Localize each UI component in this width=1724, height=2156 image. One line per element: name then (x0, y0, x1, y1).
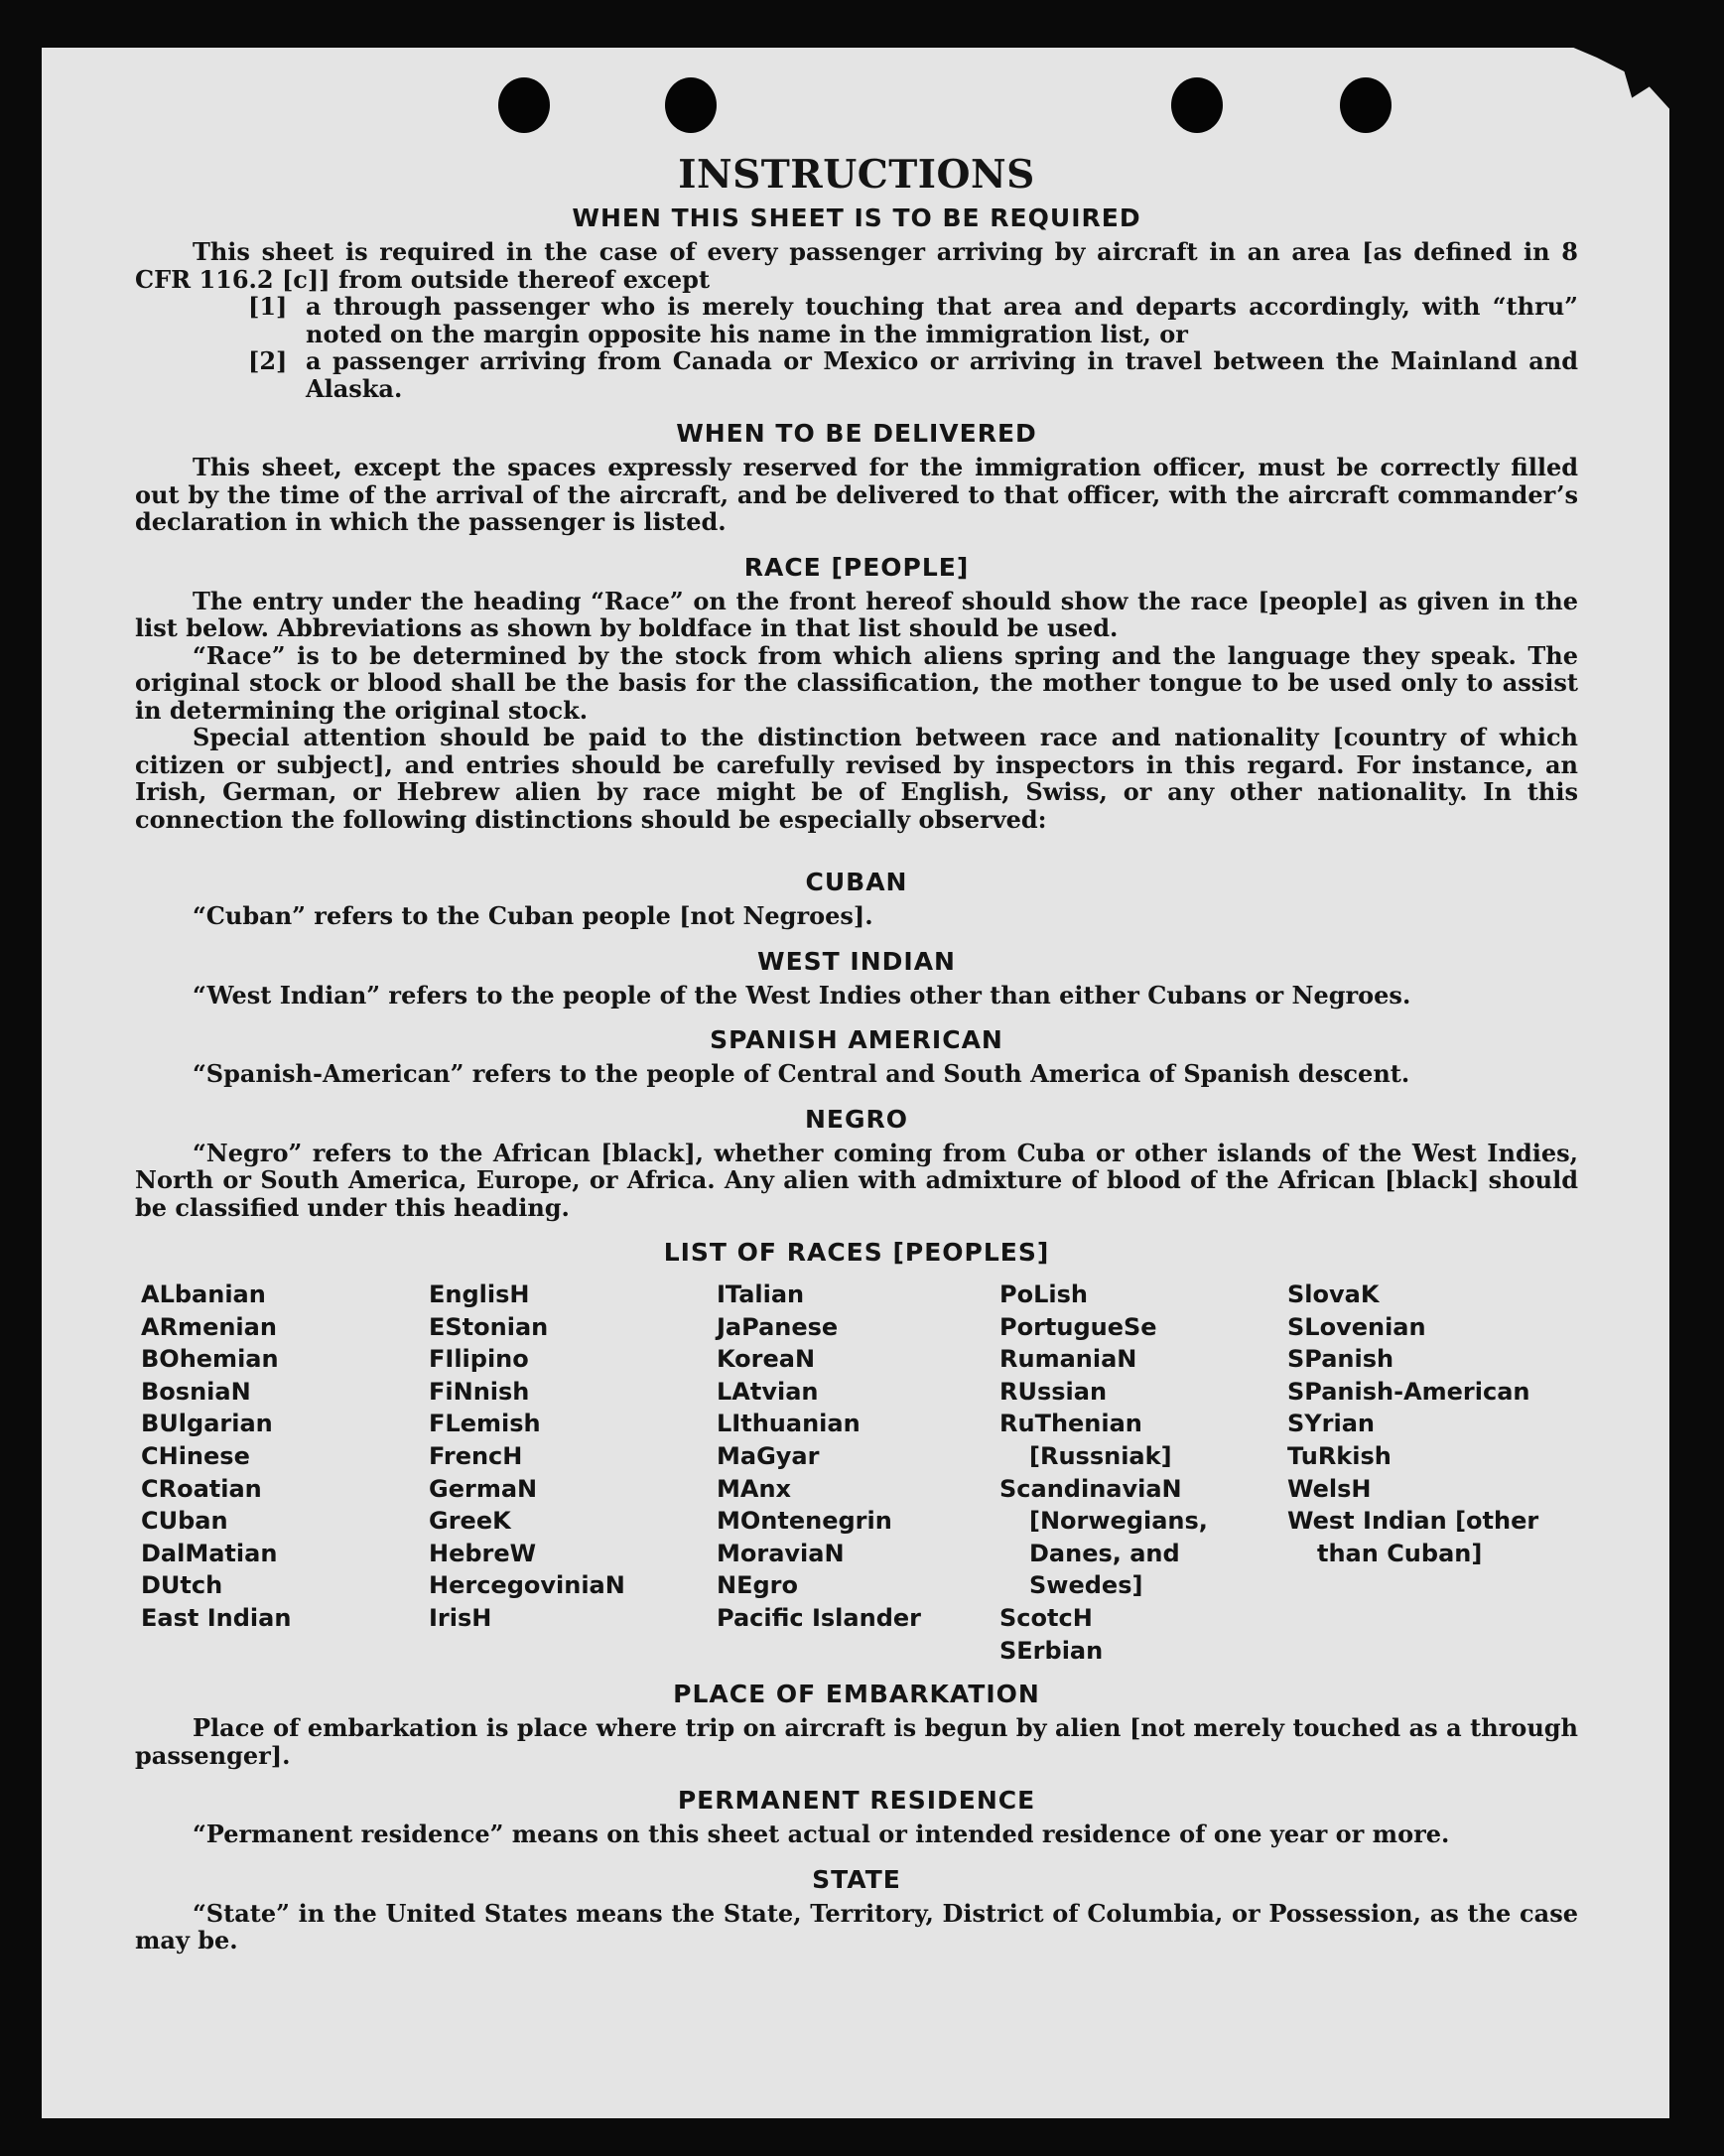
race-column (1287, 1279, 1575, 1667)
race-entry: SlovaK (1287, 1280, 1380, 1308)
race-entry: FrencH (429, 1441, 523, 1470)
west-indian-text: “West Indian” refers to the people of the West Indies other than either Cubans or Negroes. (193, 980, 1411, 1010)
heading-state: STATE (812, 1864, 901, 1894)
race-entry: RUssian (999, 1377, 1108, 1406)
residence-text: “Permanent residence” means on this sheet actual or intended residence of one year or more. (193, 1819, 1450, 1849)
race-entry: GermaN (429, 1474, 538, 1503)
race-entry: SErbian (999, 1636, 1104, 1665)
race-column (141, 1279, 429, 1667)
heading-residence: PERMANENT RESIDENCE (677, 1786, 1036, 1816)
race-entry: CHinese (141, 1441, 250, 1470)
cuban-text: “Cuban” refers to the Cuban people [not Negroes]. (193, 901, 873, 930)
race-entry: DUtch (141, 1571, 223, 1600)
race-entry: BUlgarian (141, 1410, 273, 1438)
page-title: INSTRUCTIONS (678, 152, 1035, 198)
required-item (248, 293, 1578, 347)
delivered-text: This sheet, except the spaces expressly reserved for the immigration officer, must be correctly filled out by the time of the arrival of the aircraft, and be delivered to that officer, with the aircraft commander’s declaration in which the passenger is listed. (135, 453, 1578, 536)
race-entry: EStonian (429, 1312, 549, 1341)
race-entry: BOhemian (141, 1345, 279, 1374)
race-entry: HercegoviniaN (429, 1571, 625, 1600)
punch-hole (1340, 77, 1392, 133)
spanish-american-text: “Spanish-American” refers to the people of Central and South America of Spanish descent. (193, 1059, 1410, 1088)
punch-hole (1171, 77, 1223, 133)
race-entry: EnglisH (429, 1280, 530, 1308)
race-column (429, 1279, 717, 1667)
race-column (999, 1279, 1287, 1667)
race-entry: ALbanian (141, 1280, 266, 1308)
punch-hole (498, 77, 550, 133)
heading-negro: NEGRO (804, 1104, 909, 1134)
negro-text: “Negro” refers to the African [black], whether coming from Cuba or other islands of the West Indies, North or South America, Europe, or Africa. Any alien with admixture of blood of the African [black] should be classified under this heading. (135, 1138, 1578, 1222)
race-entry: RuThenian [Russniak] (999, 1410, 1172, 1470)
embarkation-text: Place of embarkation is place where trip on aircraft is begun by alien [not merely touched as a through passenger]. (135, 1713, 1578, 1770)
required-item (248, 347, 1578, 402)
heading-cuban: CUBAN (805, 868, 908, 896)
race-entry: IrisH (429, 1603, 492, 1632)
race-entry: TuRkish (1287, 1441, 1392, 1470)
race-list (141, 1279, 1578, 1667)
race-entry: West Indian [other than Cuban] (1287, 1507, 1539, 1567)
heading-list-of-races: LIST OF RACES [PEOPLES] (663, 1238, 1050, 1267)
item-text: a passenger arriving from Canada or Mexico or arriving in travel between the Mainland and Alaska. (306, 346, 1578, 403)
race-entry: KoreaN (717, 1345, 816, 1374)
heading-west-indian: WEST INDIAN (757, 946, 956, 976)
race-entry: MaGyar (717, 1441, 820, 1470)
race-entry: RumaniaN (999, 1345, 1137, 1374)
race-entry: PortugueSe (999, 1312, 1157, 1341)
race-entry: ScotcH (999, 1603, 1093, 1632)
race-entry: GreeK (429, 1507, 511, 1536)
race-entry: WelsH (1287, 1474, 1372, 1503)
race-entry: ScandinaviaN [Norwegians, Danes, and Swedes] (999, 1474, 1208, 1600)
heading-required: WHEN THIS SHEET IS TO BE REQUIRED (572, 203, 1141, 232)
race-entry: PoLish (999, 1280, 1088, 1308)
punch-hole (665, 77, 717, 133)
race-entry: FiNnish (429, 1377, 530, 1406)
race-entry: DalMatian (141, 1539, 278, 1567)
torn-corner (1564, 44, 1673, 113)
item-text: a through passenger who is merely touching that area and departs accordingly, with “thru” noted on the margin opposite his name in the immigration list, or (306, 292, 1578, 348)
race-entry: MOntenegrin (717, 1507, 892, 1536)
race-entry: SYrian (1287, 1410, 1376, 1438)
race-entry: ITalian (717, 1280, 805, 1308)
race-entry: CUban (141, 1507, 228, 1536)
race-paragraph: “Race” is to be determined by the stock from which aliens spring and the language they speak. The original stock or blood shall be the basis for the classification, the mother tongue to be used only to assist in determining the original stock. (135, 640, 1578, 725)
race-entry: NEgro (717, 1571, 798, 1600)
race-entry: East Indian (141, 1603, 292, 1632)
race-paragraph: Special attention should be paid to the distinction between race and nationality [country of which citizen or subject], and entries should be carefully revised by inspectors in this regard. For instance, an Irish, German, or Hebrew alien by race might be of English, Swiss, or any other nationality. In this connection the following distinctions should be especially observed: (135, 723, 1578, 834)
state-text: “State” in the United States means the State, Territory, District of Columbia, or Possession, as the case may be. (135, 1898, 1578, 1955)
race-entry: LIthuanian (717, 1410, 861, 1438)
race-entry: SPanish (1287, 1345, 1394, 1374)
heading-race: RACE [PEOPLE] (743, 552, 970, 582)
race-entry: SLovenian (1287, 1312, 1426, 1341)
race-entry: ARmenian (141, 1312, 277, 1341)
race-entry: BosniaN (141, 1377, 251, 1406)
race-entry: LAtvian (717, 1377, 819, 1406)
item-number: [1] (248, 292, 288, 321)
race-entry: FIlipino (429, 1345, 529, 1374)
race-entry: MAnx (717, 1474, 792, 1503)
instruction-sheet (42, 48, 1669, 2118)
heading-spanish-american: SPANISH AMERICAN (710, 1025, 1003, 1054)
race-paragraph: The entry under the heading “Race” on the front hereof should show the race [people] as given in the list below. Abbreviations as shown by boldface in that list should be used. (135, 586, 1578, 642)
required-intro: This sheet is required in the case of every passenger arriving by aircraft in an area [as defined in 8 CFR 116.2 [c]] from outside thereof except (135, 237, 1578, 294)
race-entry: FLemish (429, 1410, 541, 1438)
race-entry: CRoatian (141, 1474, 262, 1503)
race-entry: HebreW (429, 1539, 537, 1567)
heading-embarkation: PLACE OF EMBARKATION (673, 1680, 1040, 1709)
item-number: [2] (248, 346, 288, 375)
race-column (717, 1279, 999, 1667)
heading-delivered: WHEN TO BE DELIVERED (676, 419, 1037, 448)
race-entry: SPanish-American (1287, 1377, 1530, 1406)
race-entry: Pacific Islander (717, 1603, 921, 1632)
race-entry: MoraviaN (717, 1539, 845, 1567)
race-entry: JaPanese (717, 1312, 839, 1341)
